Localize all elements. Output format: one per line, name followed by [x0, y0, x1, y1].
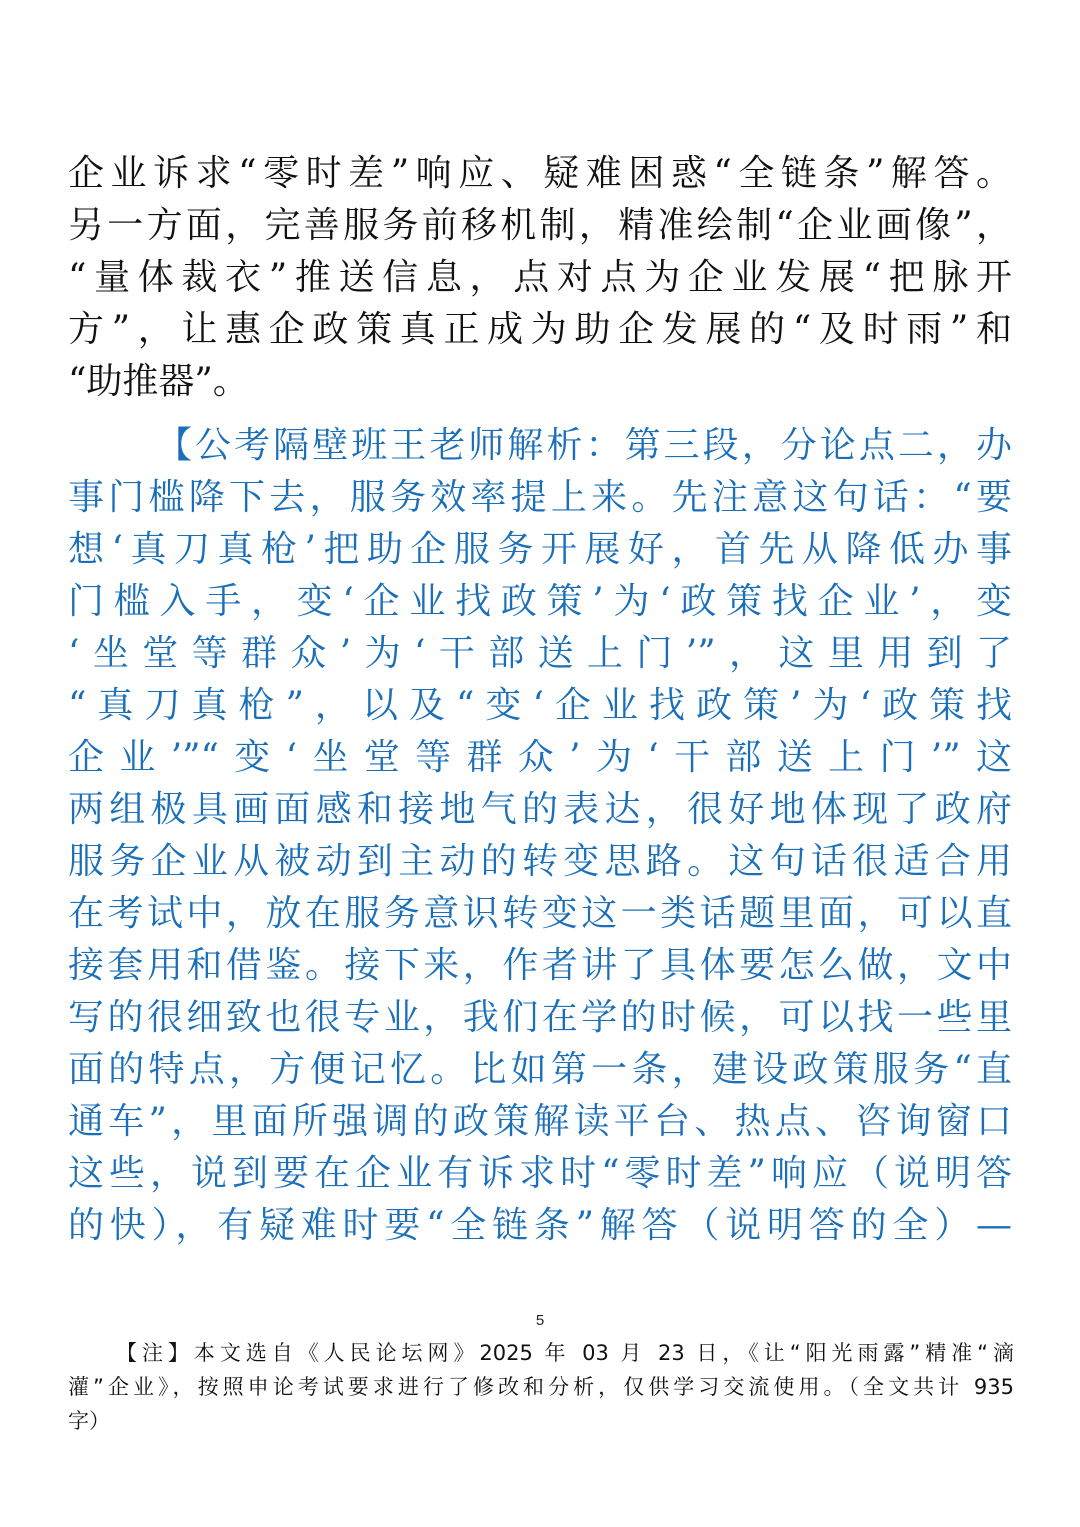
body-line: “量体裁衣”推送信息，点对点为企业发展“把脉开: [68, 257, 1012, 298]
analysis-line: 【公考隔壁班王老师解析：第三段，分论点二，办: [156, 425, 1012, 466]
body-paragraph: [68, 148, 1012, 408]
analysis-line: 在考试中，放在服务意识转变这一类话题里面，可以直: [68, 893, 1012, 934]
footnote-line: 灌”企业》，按照申论考试要求进行了修改和分析，仅供学习交流使用。（全文共计 935: [68, 1375, 1014, 1399]
analysis-line: 这些，说到要在企业有诉求时“零时差”响应（说明答: [68, 1153, 1012, 1194]
page-number: 5: [535, 1312, 545, 1329]
analysis-line: 想‘真刀真枪’把助企服务开展好，首先从降低办事: [68, 529, 1012, 570]
analysis-line: 接套用和借鉴。接下来，作者讲了具体要怎么做，文中: [68, 945, 1012, 986]
analysis-line: 企业’”“变‘坐堂等群众’为‘干部送上门’”这: [68, 737, 1012, 778]
body-line: 另一方面，完善服务前移机制，精准绘制“企业画像”，: [68, 205, 1012, 246]
analysis-line: ‘坐堂等群众’为‘干部送上门’”，这里用到了: [68, 633, 1012, 674]
footnote: [68, 1336, 1014, 1438]
body-line: 企业诉求“零时差”响应、疑难困惑“全链条”解答。: [68, 153, 1012, 194]
analysis-line: 事门槛降下去，服务效率提上来。先注意这句话：“要: [68, 477, 1012, 518]
analysis-line: 写的很细致也很专业，我们在学的时候，可以找一些里: [68, 997, 1012, 1038]
analysis-line: 通车”，里面所强调的政策解读平台、热点、咨询窗口: [68, 1101, 1012, 1142]
analysis-line: 的快），有疑难时要“全链条”解答（说明答的全）—: [68, 1205, 1012, 1246]
analysis-line: 两组极具画面感和接地气的表达，很好地体现了政府: [68, 789, 1012, 830]
body-line: 方”，让惠企政策真正成为助企发展的“及时雨”和: [68, 309, 1012, 350]
analysis-paragraph: [68, 420, 1012, 1252]
analysis-line: “真刀真枪”，以及“变‘企业找政策’为‘政策找: [68, 685, 1012, 726]
analysis-line: 门槛入手，变‘企业找政策’为‘政策找企业’，变: [68, 581, 1012, 622]
footnote-line: 字）: [68, 1409, 110, 1433]
body-line: “助推器”。: [68, 361, 249, 402]
analysis-line: 面的特点，方便记忆。比如第一条，建设政策服务“直: [68, 1049, 1012, 1090]
footnote-line: 【注】本文选自《人民论坛网》2025 年 03 月 23 日，《让“阳光雨露”精准“滴: [116, 1341, 1014, 1365]
analysis-line: 服务企业从被动到主动的转变思路。这句话很适合用: [68, 841, 1012, 882]
